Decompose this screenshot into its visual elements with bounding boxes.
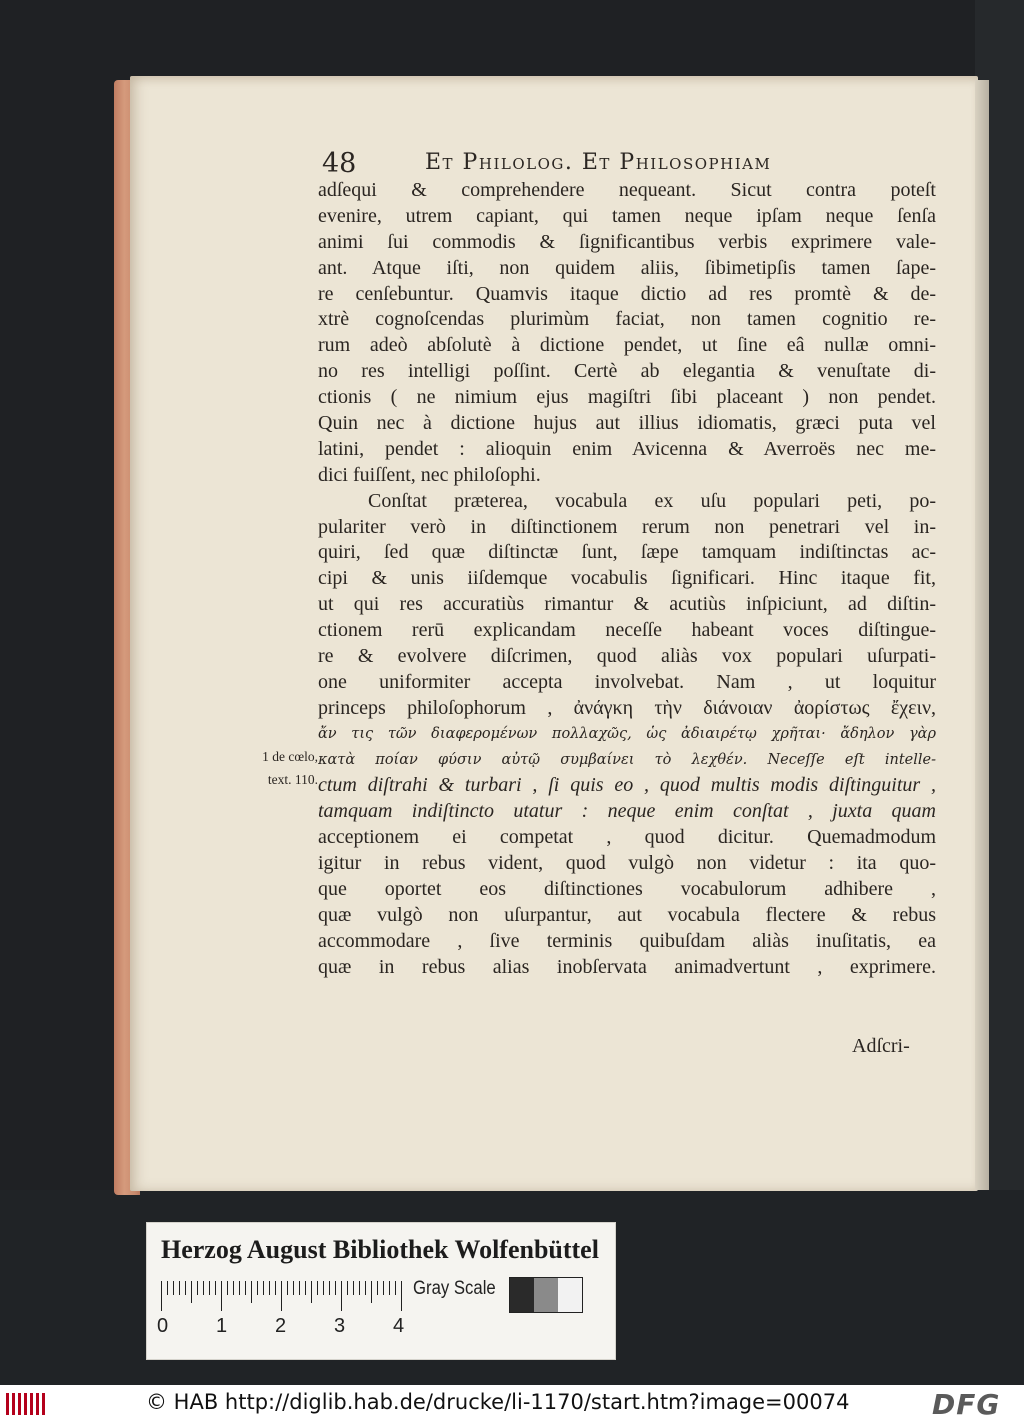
text-line: tamquam indiſtincto utatur : neque enim conſtat , juxta quam: [318, 800, 936, 823]
ruler-tick: [311, 1281, 312, 1303]
text-line: Conſtat præterea, vocabula ex uſu populari peti, po-: [368, 489, 936, 512]
margin-note: [226, 745, 318, 791]
ruler-numbers: [157, 1315, 417, 1339]
ruler-tick: [389, 1281, 390, 1295]
text-line: animi ſui commodis & ſignificantibus verbis exprimere vale-: [318, 230, 936, 253]
text-line: no res intelligi poſſint. Certè ab elegantia & venuſtate di-: [318, 360, 936, 383]
text-line: adſequi & comprehendere nequeant. Sicut contra poteſt: [318, 179, 936, 201]
body-text: [318, 178, 936, 981]
ruler-tick: [251, 1281, 252, 1303]
copyright-link[interactable]: © HAB http://diglib.hab.de/drucke/li-1170/start.htm?image=00074: [146, 1390, 850, 1414]
text-line: rum adeò abſolutè à dictione pendet, ut ſine eâ nullæ omni-: [318, 334, 936, 357]
ruler-tick: [293, 1281, 294, 1295]
ruler-tick: [323, 1281, 324, 1295]
hab-logo-icon: [6, 1393, 45, 1415]
ruler-tick: [395, 1281, 396, 1295]
text-line: re & evolvere diſcrimen, quod aliàs vox populari uſurpati-: [318, 645, 936, 668]
text-line: cipi & unis iiſdemque vocabulis ſignificari. Hinc itaque fit,: [318, 567, 936, 590]
text-line: latini, pendet : alioquin enim Avicenna & Averroës nec me-: [318, 437, 936, 460]
ruler-number: 0: [157, 1315, 169, 1337]
ruler-tick: [167, 1281, 168, 1295]
text-line: igitur in rebus vident, quod vulgò non videtur : ita quo-: [318, 852, 936, 875]
ruler-tick: [359, 1281, 360, 1295]
text-line: ant. Atque iſti, non quidem aliis, ſibimetipſis tamen ſape-: [318, 256, 936, 279]
ruler-tick: [179, 1281, 180, 1295]
text-line: quæ vulgò non uſurpantur, aut vocabula flectere & rebus: [318, 903, 936, 926]
margin-note-line: text. 110.: [267, 772, 318, 787]
ruler-tick: [263, 1281, 264, 1295]
text-line: acceptionem ei competat , quod dicitur. Quemadmodum: [318, 826, 936, 849]
text-line: que oportet eos diſtinctiones vocabulorum adhibere ,: [318, 878, 936, 901]
ruler-tick: [341, 1281, 342, 1311]
ruler-tick: [245, 1281, 246, 1295]
text-line: accommodare , ſive terminis quibuſdam aliàs inuſitatis, ea: [318, 929, 936, 952]
text-line: ctionis ( ne nimium ejus magiſtri ſibi placeant ) non pendet.: [318, 386, 936, 409]
ruler-tick: [365, 1281, 366, 1295]
ruler-tick: [191, 1281, 192, 1303]
ruler-tick: [173, 1281, 174, 1295]
greek-text-line: ἄν τις τῶν διαφερομένων πολλαχῶς, ὡς ἀδιαιρέτῳ χρῆται· ἄδηλον γὰρ: [318, 725, 936, 742]
ruler-tick: [227, 1281, 228, 1295]
ruler-tick: [383, 1281, 384, 1295]
text-line: Quin nec à dictione hujus aut illius idiomatis, græci puta vel: [318, 412, 936, 435]
ruler-tick: [203, 1281, 204, 1295]
gray-scale: [509, 1277, 583, 1313]
gray-swatch: [558, 1278, 582, 1312]
ruler-tick: [209, 1281, 210, 1295]
ruler-tick: [299, 1281, 300, 1295]
ruler-tick: [353, 1281, 354, 1295]
ruler-tick: [269, 1281, 270, 1295]
running-head: Et Philolog. Et Philosophiam: [425, 150, 772, 175]
ruler-number: 3: [334, 1315, 346, 1337]
ruler-number: 1: [216, 1315, 228, 1337]
text-line: one uniformiter accepta involvebat. Nam , ut loquitur: [318, 670, 936, 693]
text-line: princeps philoſophorum , ἀνάγκη τὴν διάνοιαν ἀορίστως ἔχειν,: [318, 696, 936, 719]
ruler-tick: [305, 1281, 306, 1295]
text-line: evenire, utrem capiant, qui tamen neque ipſam neque ſenſa: [318, 204, 936, 227]
ruler-tick: [185, 1281, 186, 1295]
ruler-number: 4: [393, 1315, 405, 1337]
gray-scale-label: Gray Scale: [413, 1278, 496, 1299]
text-line: xtrè cognoſcendas plurimùm faciat, non tamen cognitio re-: [318, 308, 936, 331]
text-line: re cenſebuntur. Quamvis itaque dictio ad res promtè & de-: [318, 282, 936, 305]
text-line: pulariter verò in diſtinctionem rerum non penetrari vel in-: [318, 515, 936, 538]
ruler-tick: [239, 1281, 240, 1295]
ruler-number: 2: [275, 1315, 287, 1337]
ruler-tick: [317, 1281, 318, 1295]
ruler-tick: [287, 1281, 288, 1295]
footer-bar: [0, 1385, 1024, 1424]
catchword: Adſcri-: [852, 1035, 910, 1057]
ruler-tick: [215, 1281, 216, 1295]
gray-swatch: [510, 1278, 534, 1312]
ruler-tick: [329, 1281, 330, 1295]
ruler-tick: [257, 1281, 258, 1295]
ruler-tick: [335, 1281, 336, 1295]
ruler-tick: [281, 1281, 282, 1311]
page-gutter-strip: [975, 80, 989, 1190]
target-title: Herzog August Bibliothek Wolfenbüttel: [161, 1235, 599, 1264]
text-line: ctionem rerū explicandam neceſſe habeant voces diſtingue-: [318, 619, 936, 642]
ruler-tick: [221, 1281, 222, 1311]
ruler-tick: [275, 1281, 276, 1295]
text-line: quæ in rebus alias inobſervata animadvertunt , exprimere.: [318, 955, 936, 978]
ruler-tick: [347, 1281, 348, 1295]
text-line: dici fuiſſent, nec philoſophi.: [318, 463, 541, 486]
ruler-tick: [401, 1281, 402, 1311]
dfg-logo: DFG: [932, 1388, 1001, 1421]
text-line: ut qui res accuratiùs rimantur & acutiùs inſpiciunt, ad diſtin-: [318, 593, 936, 616]
ruler-tick: [377, 1281, 378, 1295]
margin-note-line: 1 de cœlo,: [262, 749, 318, 764]
text-line: ctum diſtrahi & turbari , ſi quis eo , quod multis modis diſtinguitur ,: [318, 774, 936, 797]
text-line: quiri, ſed quæ diſtinctæ ſunt, ſæpe tamquam indiſtinctas ac-: [318, 541, 936, 564]
gray-swatch: [534, 1278, 558, 1312]
greek-text-line: κατὰ ποίαν φύσιν αὐτῷ συμβαίνει τὸ λεχθέν. Neceſſe eſt intelle-: [318, 751, 936, 768]
ruler-tick: [371, 1281, 372, 1303]
ruler-tick: [161, 1281, 162, 1311]
ruler: [161, 1281, 409, 1311]
ruler-tick: [233, 1281, 234, 1295]
ruler-tick: [197, 1281, 198, 1295]
page-number: 48: [322, 148, 357, 179]
color-target: [146, 1222, 616, 1360]
